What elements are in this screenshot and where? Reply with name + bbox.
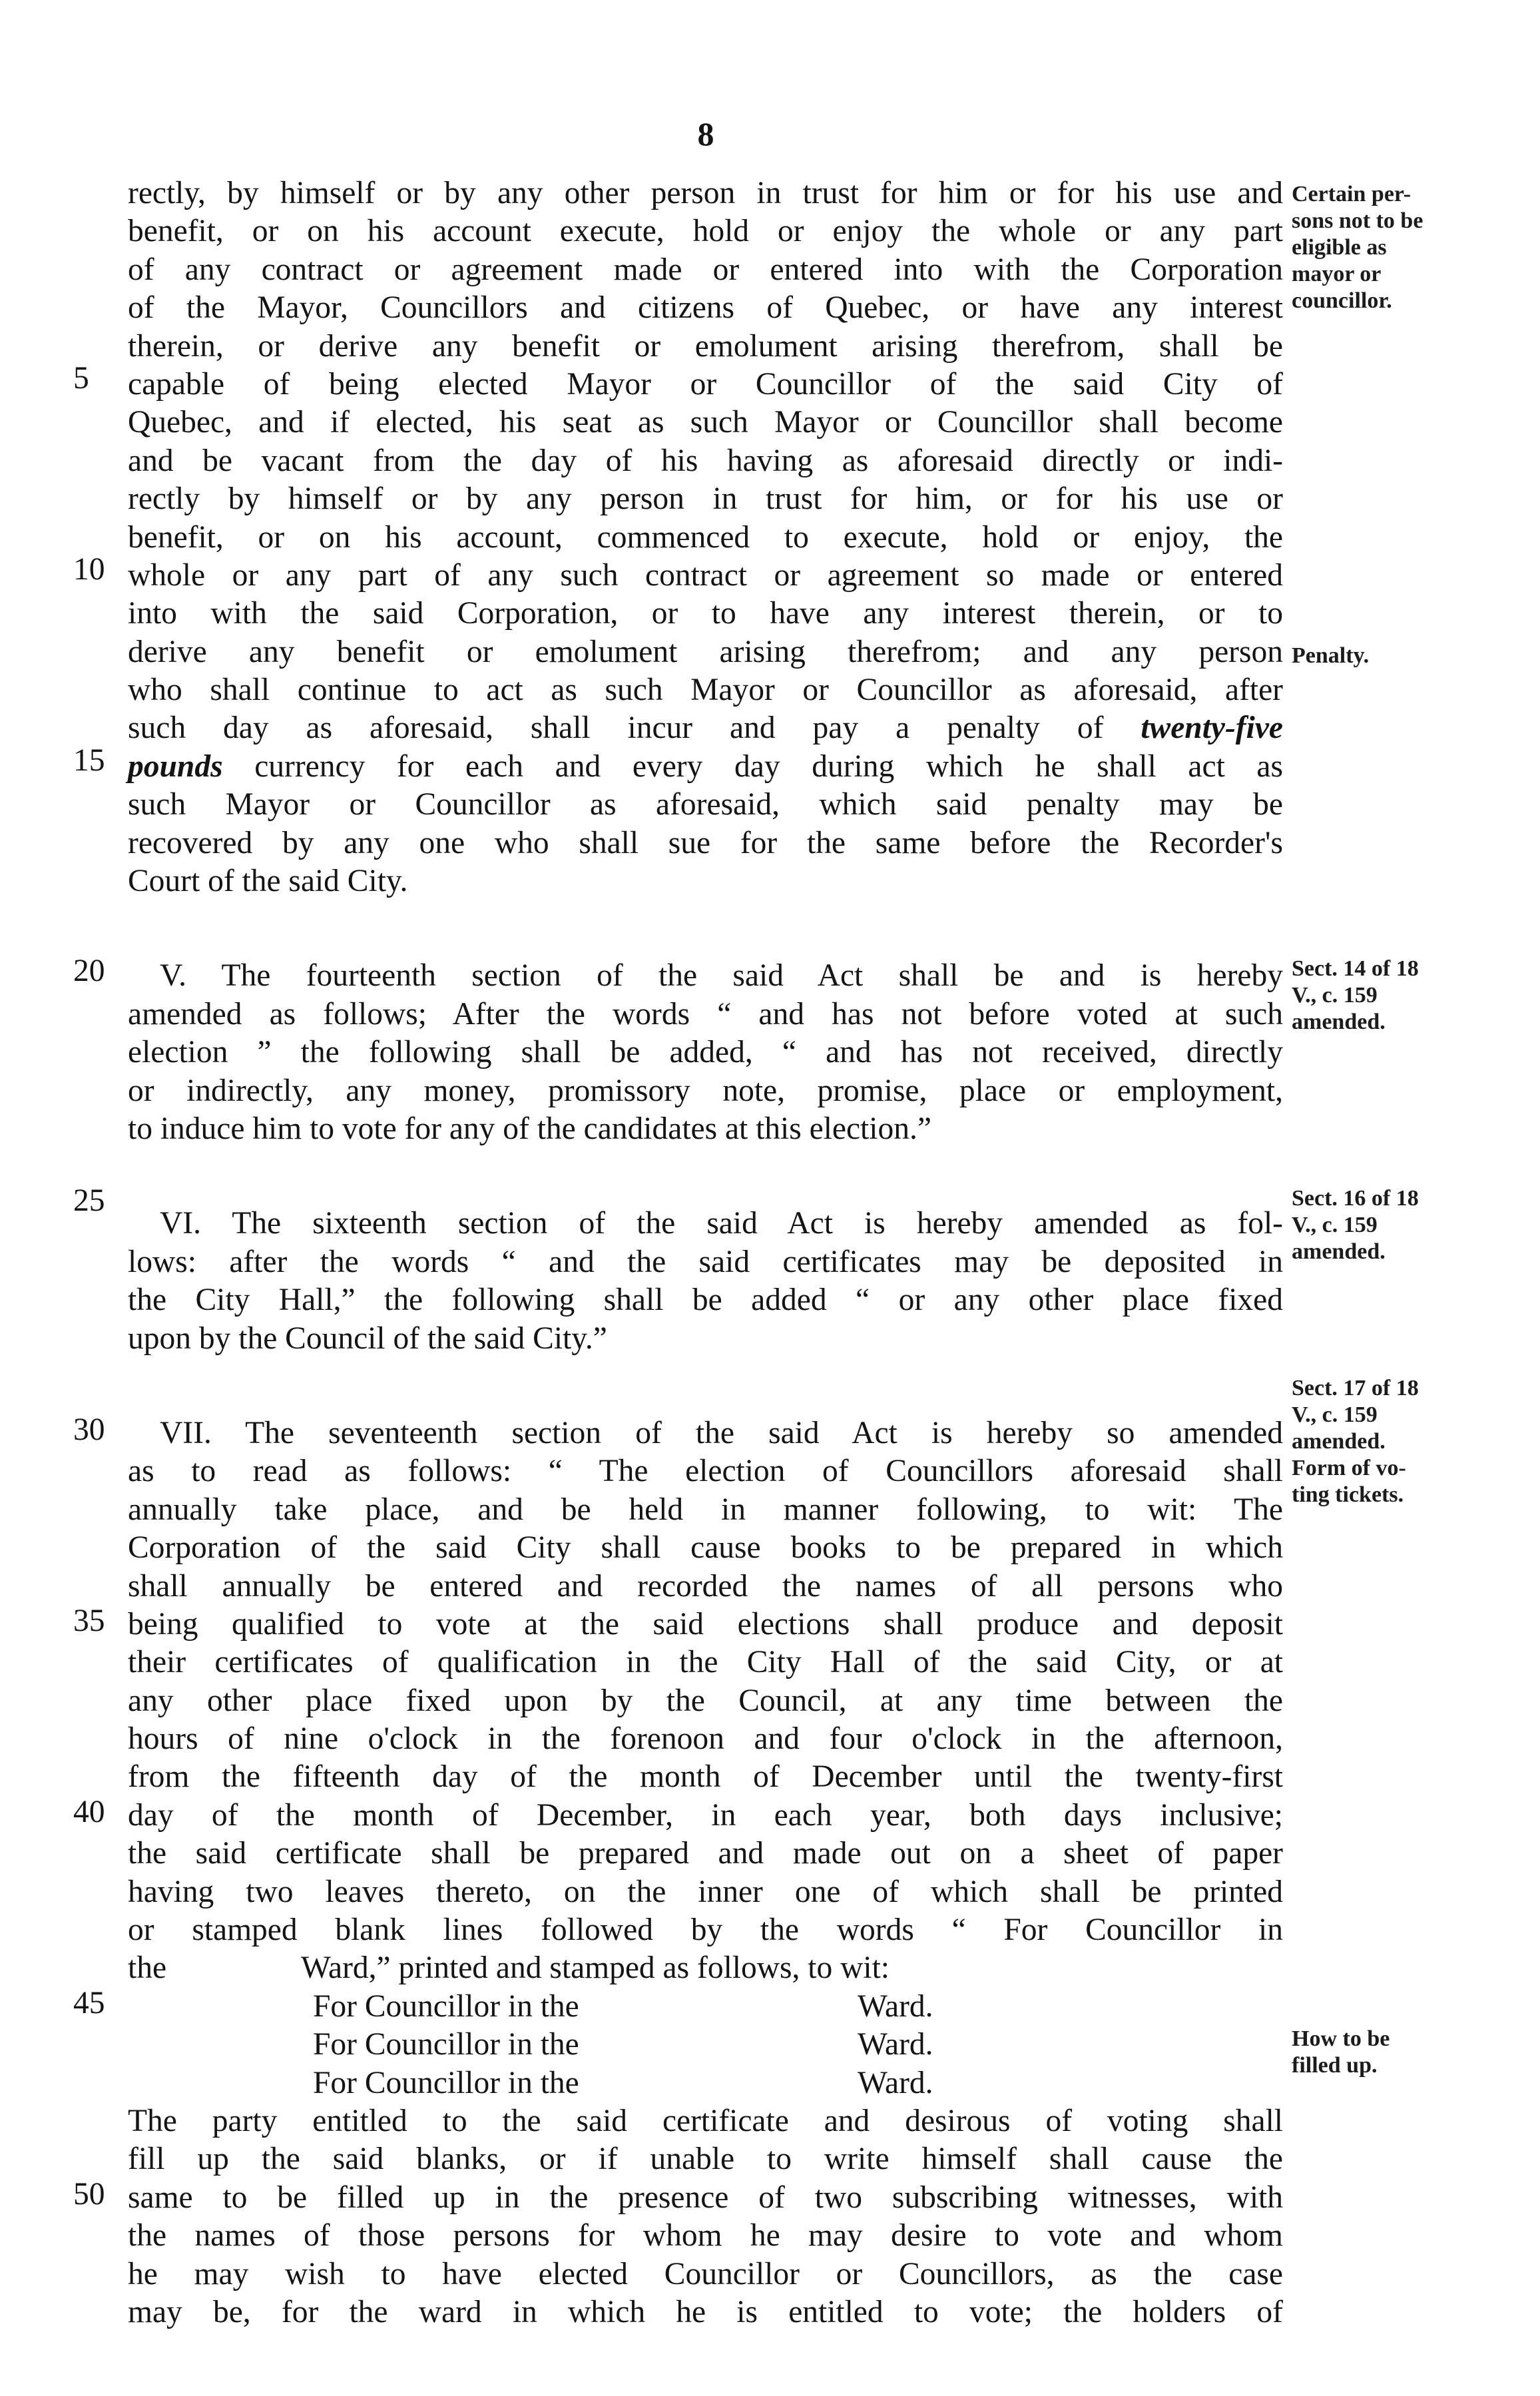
ward-row — [128, 1988, 1283, 2026]
penalty-unit: pounds — [128, 749, 223, 784]
text-line: The party entitled to the said certificate and desirous of voting shall — [128, 2103, 1283, 2138]
text-line: therein, or derive any benefit or emolument arising therefrom, shall be — [128, 328, 1283, 364]
ward-row-word: Ward. — [858, 2065, 933, 2100]
text-line: being qualified to vote at the said elections shall produce and deposit — [128, 1606, 1283, 1642]
text-line: rectly, by himself or by any other person in trust for him or for his use and — [128, 176, 1283, 210]
line-number: 50 — [73, 2177, 105, 2212]
text-fragment: such day as aforesaid, shall incur and pay a penalty of — [128, 711, 1104, 746]
text-line: hours of nine o'clock in the forenoon and four o'clock in the afternoon, — [128, 1721, 1283, 1757]
ward-row-label: For Councillor in the — [313, 1988, 579, 2024]
text-line: he may wish to have elected Councillor or Councillors, as the case — [128, 2256, 1283, 2291]
ward-row — [128, 2026, 1283, 2064]
margin-note-line: V., c. 159 — [1292, 983, 1378, 1008]
margin-note-sect-16 — [1292, 1185, 1518, 1265]
text-line: benefit, or on his account, commenced to execute, hold or enjoy, the — [128, 519, 1283, 555]
text-line: amended as follows; After the words “ and has not before voted at such — [128, 996, 1283, 1032]
text-line: derive any benefit or emolument arising therefrom; and any person — [128, 634, 1283, 669]
margin-note-line: councillor. — [1292, 288, 1392, 313]
line-number: 20 — [73, 954, 105, 988]
text-line — [128, 957, 1283, 995]
paragraph-gap — [128, 1358, 1283, 1414]
text-line: lows: after the words “ and the said certificates may be deposited in — [128, 1244, 1283, 1279]
body-text — [128, 174, 1283, 2331]
text-line: who shall continue to act as such Mayor or Councillor as aforesaid, after — [128, 673, 1283, 708]
margin-note-line: V., c. 159 — [1292, 1402, 1378, 1427]
text-line: annually take place, and be held in manner following, to wit: The — [128, 1492, 1283, 1527]
margin-note-ineligible — [1292, 181, 1518, 314]
paragraph-gap — [128, 900, 1283, 957]
margin-note-line: sons not to be — [1292, 208, 1423, 233]
text-line: their certificates of qualification in the City Hall of the said City, or at — [128, 1645, 1283, 1680]
margin-note-line: amended. — [1292, 1429, 1386, 1454]
penalty-amount: twenty-five — [1141, 711, 1283, 746]
margin-note-line: filled up. — [1292, 2053, 1378, 2078]
page-number: 8 — [697, 115, 714, 152]
ward-row-label: For Councillor in the — [313, 2065, 579, 2100]
line-number: 45 — [73, 1986, 105, 2020]
paragraph-section-7 — [128, 1414, 1283, 2102]
margin-note-line: amended. — [1292, 1010, 1386, 1034]
margin-note-line: mayor or — [1292, 262, 1382, 286]
text-line: fill up the said blanks, or if unable to write himself shall cause the — [128, 2142, 1283, 2177]
text-line: into with the said Corporation, or to have any interest therein, or to — [128, 596, 1283, 631]
text-line: upon by the Council of the said City.” — [128, 1321, 607, 1356]
text-line — [128, 1414, 1283, 1452]
ward-row — [128, 2064, 1283, 2102]
text-line-ward-intro — [128, 1949, 1283, 1987]
text-line: the City Hall,” the following shall be added “ or any other place fixed — [128, 1283, 1283, 1318]
ward-row-word: Ward. — [858, 2027, 933, 2062]
paragraph-voting-instructions — [128, 2102, 1283, 2331]
paragraph-section-5 — [128, 957, 1283, 1148]
text-fragment: V. The fourteenth section of the said Act shall be and is hereby — [160, 958, 1283, 994]
text-line: whole or any part of any such contract or agreement so made or entered — [128, 557, 1283, 593]
margin-note-line: Penalty. — [1292, 643, 1370, 668]
margin-note-line: V., c. 159 — [1292, 1213, 1378, 1237]
margin-note-line: Sect. 17 of 18 — [1292, 1376, 1419, 1400]
text-line: benefit, or on his account execute, hold or enjoy the whole or any part — [128, 214, 1283, 249]
text-line: to induce him to vote for any of the candidates at this election.” — [128, 1111, 931, 1146]
text-line: any other place fixed upon by the Council, at any time between the — [128, 1683, 1283, 1718]
text-line: the said certificate shall be prepared and made out on a sheet of paper — [128, 1836, 1283, 1871]
line-number: 15 — [73, 743, 105, 778]
text-line: having two leaves thereto, on the inner one of which shall be printed — [128, 1874, 1283, 1909]
text-line: or stamped blank lines followed by the words “ For Councillor in — [128, 1913, 1283, 1948]
paragraph-gap — [128, 1148, 1283, 1205]
text-line: capable of being elected Mayor or Councillor of the said City of — [128, 366, 1283, 402]
margin-note-sect-17 — [1292, 1375, 1518, 1508]
text-fragment: the — [128, 1950, 167, 1986]
text-line: recovered by any one who shall sue for the same before the Recorder's — [128, 825, 1283, 860]
text-line: same to be filled up in the presence of two subscribing witnesses, with — [128, 2180, 1283, 2215]
margin-note-line: eligible as — [1292, 235, 1387, 260]
text-line: Corporation of the said City shall cause books to be prepared in which — [128, 1530, 1283, 1566]
line-number: 5 — [73, 361, 89, 396]
line-number: 40 — [73, 1795, 105, 1829]
text-line: rectly by himself or by any person in trust for him, or for his use or — [128, 481, 1283, 517]
text-line: of any contract or agreement made or entered into with the Corporation — [128, 252, 1283, 287]
text-fragment: VI. The sixteenth section of the said Act is hereby amended as fol- — [160, 1206, 1283, 1241]
text-line-penalty — [128, 709, 1283, 747]
margin-note-sect-14 — [1292, 956, 1518, 1036]
text-fragment: currency for each and every day during which he shall act as — [254, 749, 1283, 784]
ward-row-label: For Councillor in the — [313, 2027, 579, 2062]
ward-row-word: Ward. — [858, 1988, 933, 2024]
line-number: 10 — [73, 552, 105, 587]
text-line: election ” the following shall be added, “ and has not received, directly — [128, 1035, 1283, 1070]
text-line: as to read as follows: “ The election of Councillors aforesaid shall — [128, 1454, 1283, 1489]
margin-note-line: Sect. 14 of 18 — [1292, 956, 1419, 981]
margin-note-line: How to be — [1292, 2026, 1390, 2051]
margin-note-penalty — [1292, 643, 1518, 669]
line-number: 35 — [73, 1604, 105, 1638]
text-line: Court of the said City. — [128, 864, 408, 899]
text-fragment: VII. The seventeenth section of the said Act is hereby so amended — [160, 1415, 1283, 1450]
text-line: of the Mayor, Councillors and citizens of Quebec, or have any interest — [128, 290, 1283, 326]
line-number: 30 — [73, 1412, 105, 1447]
text-line: shall annually be entered and recorded the names of all persons who — [128, 1568, 1283, 1604]
margin-note-line: ting tickets. — [1292, 1482, 1404, 1507]
text-line: the names of those persons for whom he may desire to vote and whom — [128, 2218, 1283, 2253]
text-line: Quebec, and if elected, his seat as such Mayor or Councillor shall become — [128, 405, 1283, 440]
margin-note-filled-up — [1292, 2026, 1518, 2079]
margin-note-line: Certain per- — [1292, 182, 1412, 206]
text-line: may be, for the ward in which he is entitled to vote; the holders of — [128, 2294, 1283, 2329]
paragraph-section-6 — [128, 1205, 1283, 1358]
line-number: 25 — [73, 1183, 105, 1218]
text-line-penalty-cont — [128, 748, 1283, 786]
text-line — [128, 1205, 1283, 1243]
text-line: and be vacant from the day of his having as aforesaid directly or indi- — [128, 443, 1283, 478]
text-line: such Mayor or Councillor as aforesaid, which said penalty may be — [128, 787, 1283, 822]
text-line: day of the month of December, in each year, both days inclusive; — [128, 1797, 1283, 1833]
text-fragment: Ward,” printed and stamped as follows, to wit: — [301, 1950, 890, 1986]
text-line: or indirectly, any money, promissory note, promise, place or employment, — [128, 1073, 1283, 1108]
margin-note-line: Sect. 16 of 18 — [1292, 1186, 1419, 1211]
margin-note-line: amended. — [1292, 1239, 1386, 1264]
text-line: from the fifteenth day of the month of December until the twenty-first — [128, 1759, 1283, 1795]
paragraph-section-4-continued — [128, 174, 1283, 900]
margin-note-line: Form of vo- — [1292, 1456, 1406, 1480]
